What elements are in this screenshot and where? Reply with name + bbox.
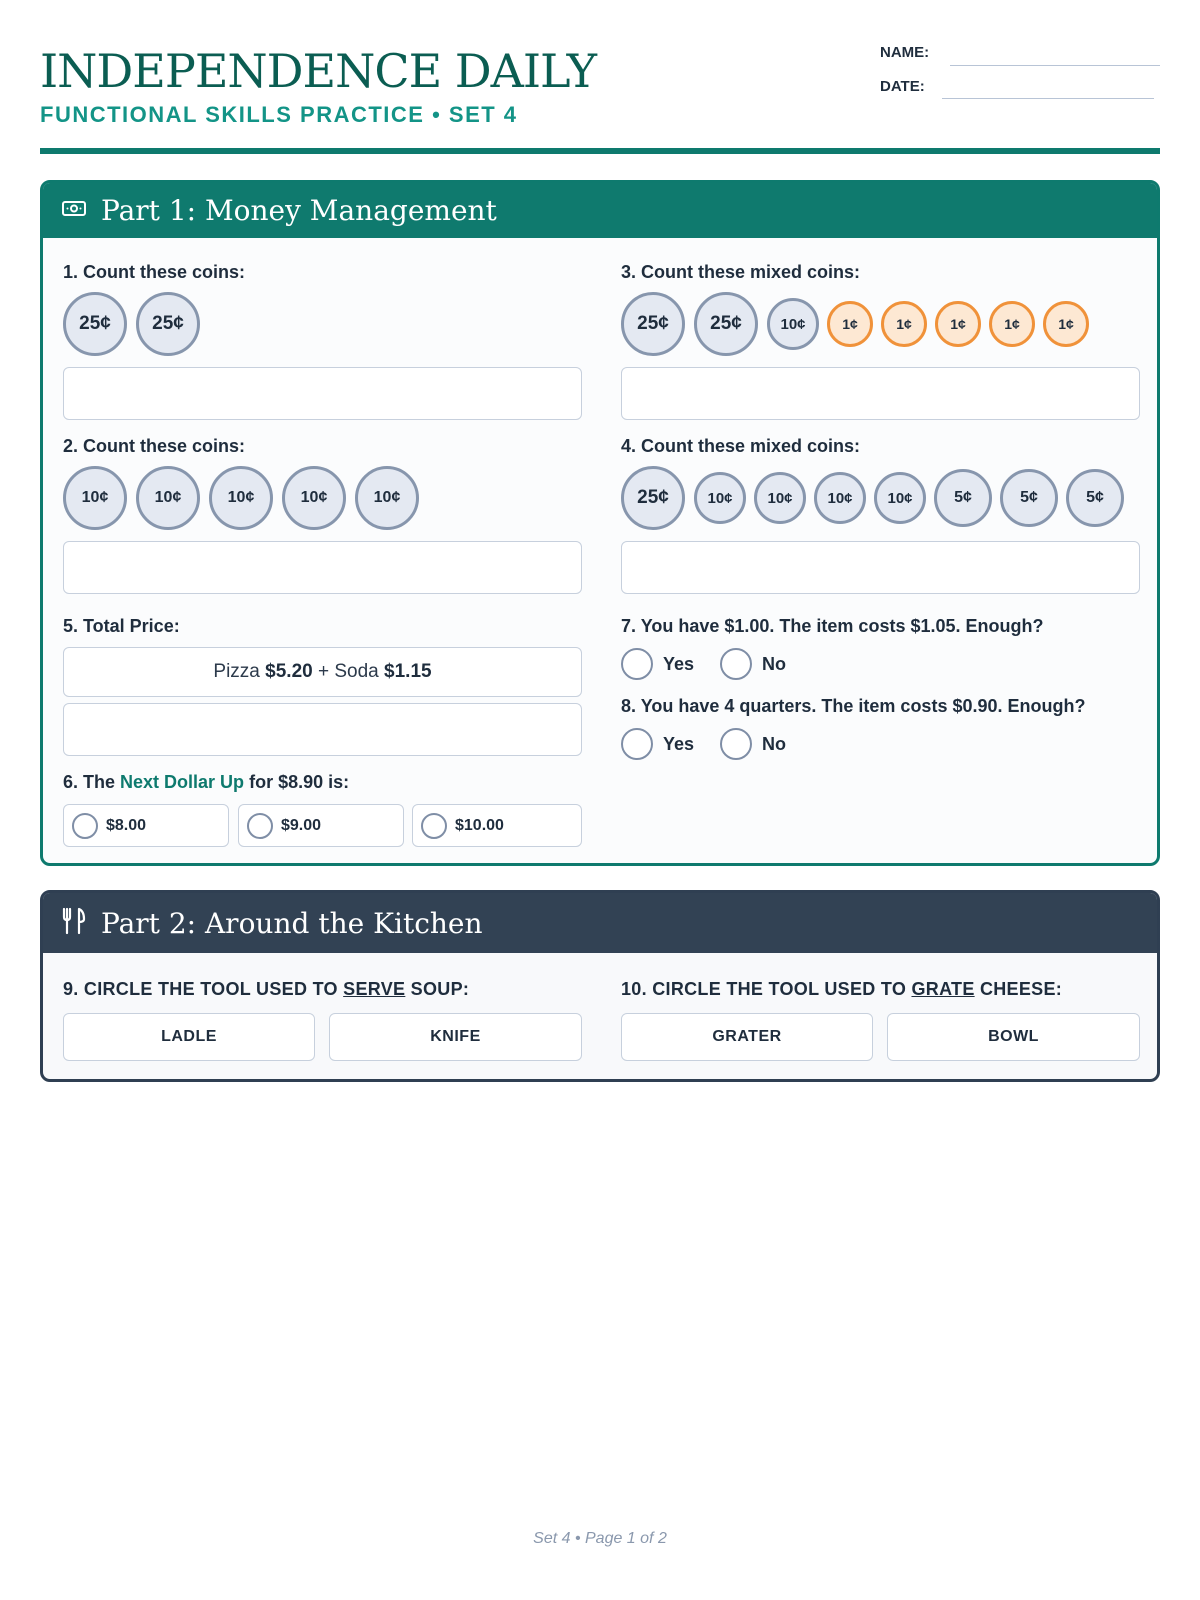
date-label: DATE: <box>880 78 925 95</box>
dime-coin: 10¢ <box>874 472 926 524</box>
no-label: No <box>762 733 787 754</box>
worksheet-title: INDEPENDENCE DAILY <box>40 44 597 98</box>
q2-coins <box>63 466 428 530</box>
radio-button[interactable] <box>421 813 447 839</box>
item2-price: $1.15 <box>384 661 432 682</box>
quarter-coin: 25¢ <box>63 292 127 356</box>
dime-coin: 10¢ <box>694 472 746 524</box>
q4-coins <box>621 466 1132 530</box>
q6-label-post: for $8.90 is: <box>249 772 350 792</box>
q7-options <box>621 648 812 680</box>
penny-coin: 1¢ <box>827 301 873 347</box>
name-label: NAME: <box>880 44 930 61</box>
q7-label: 7. You have $1.00. The item costs $1.05. Enough? <box>621 616 1044 636</box>
quarter-coin: 25¢ <box>621 466 685 530</box>
penny-coin: 1¢ <box>881 301 927 347</box>
page-footer: Set 4 • Page 1 of 2 <box>533 1530 667 1547</box>
dime-coin: 10¢ <box>136 466 200 530</box>
q10-keyword: GRATE <box>911 979 975 999</box>
penny-coin: 1¢ <box>1043 301 1089 347</box>
quarter-coin: 25¢ <box>136 292 200 356</box>
item2-name: Soda <box>334 661 379 682</box>
dime-coin: 10¢ <box>209 466 273 530</box>
nickel-coin: 5¢ <box>1066 469 1124 527</box>
q6-label-highlight: Next Dollar Up <box>120 772 245 792</box>
date-field[interactable] <box>942 98 1154 99</box>
q6-option-3[interactable] <box>412 804 582 847</box>
q6-label <box>63 772 349 793</box>
q2-label: 2. Count these coins: <box>63 436 246 456</box>
q1-answer-field[interactable] <box>63 367 582 420</box>
q10-label-post: CHEESE: <box>979 979 1063 999</box>
q7-yes-option[interactable] <box>621 648 694 680</box>
dime-coin: 10¢ <box>63 466 127 530</box>
radio-button[interactable] <box>621 648 653 680</box>
money-icon <box>61 198 87 223</box>
q3-label: 3. Count these mixed coins: <box>621 262 861 282</box>
radio-button[interactable] <box>720 728 752 760</box>
worksheet-header <box>40 40 1160 154</box>
q5-label: 5. Total Price: <box>63 616 180 636</box>
part1-section <box>40 180 1160 866</box>
utensils-icon <box>61 907 87 940</box>
yes-label: Yes <box>663 653 695 674</box>
part1-title: Part 1: Money Management <box>101 194 497 227</box>
dime-coin: 10¢ <box>282 466 346 530</box>
penny-coin: 1¢ <box>989 301 1035 347</box>
part2-header <box>43 893 1157 953</box>
part2-section <box>40 890 1160 1082</box>
q8-yes-option[interactable] <box>621 728 694 760</box>
radio-button[interactable] <box>621 728 653 760</box>
dime-coin: 10¢ <box>814 472 866 524</box>
radio-button[interactable] <box>72 813 98 839</box>
option-label: $9.00 <box>281 816 322 834</box>
q4-answer-field[interactable] <box>621 541 1140 594</box>
q2-answer-field[interactable] <box>63 541 582 594</box>
plus-sign: + <box>317 661 330 682</box>
q1-coins <box>63 292 209 356</box>
part1-header <box>43 183 1157 238</box>
q8-no-option[interactable] <box>720 728 786 760</box>
nickel-coin: 5¢ <box>1000 469 1058 527</box>
q1-label: 1. Count these coins: <box>63 262 246 282</box>
q4-label: 4. Count these mixed coins: <box>621 436 861 456</box>
dime-coin: 10¢ <box>355 466 419 530</box>
tool-option-grater[interactable]: GRATER <box>621 1013 873 1061</box>
worksheet-subtitle: FUNCTIONAL SKILLS PRACTICE • SET 4 <box>40 102 518 127</box>
q8-options <box>621 728 812 760</box>
nickel-coin: 5¢ <box>934 469 992 527</box>
dime-coin: 10¢ <box>754 472 806 524</box>
q6-option-2[interactable] <box>238 804 404 847</box>
item1-name: Pizza <box>213 661 260 682</box>
q10-label <box>621 979 1062 1000</box>
radio-button[interactable] <box>247 813 273 839</box>
tool-option-knife[interactable]: KNIFE <box>329 1013 582 1061</box>
q10-label-pre: 10. CIRCLE THE TOOL USED TO <box>621 979 907 999</box>
dime-coin: 10¢ <box>767 298 819 350</box>
q9-label <box>63 979 469 1000</box>
option-label: $10.00 <box>455 816 504 834</box>
part2-title: Part 2: Around the Kitchen <box>101 906 483 940</box>
tool-option-ladle[interactable]: LADLE <box>63 1013 315 1061</box>
yes-label: Yes <box>663 733 695 754</box>
q6-label-pre: 6. The <box>63 772 116 792</box>
q9-label-pre: 9. CIRCLE THE TOOL USED TO <box>63 979 338 999</box>
name-field[interactable] <box>950 65 1160 66</box>
quarter-coin: 25¢ <box>694 292 758 356</box>
q5-price-display <box>63 647 582 697</box>
penny-coin: 1¢ <box>935 301 981 347</box>
q7-no-option[interactable] <box>720 648 786 680</box>
tool-option-bowl[interactable]: BOWL <box>887 1013 1140 1061</box>
no-label: No <box>762 653 787 674</box>
q9-keyword: SERVE <box>343 979 406 999</box>
quarter-coin: 25¢ <box>621 292 685 356</box>
q3-coins <box>621 292 1097 356</box>
q5-answer-field[interactable] <box>63 703 582 756</box>
radio-button[interactable] <box>720 648 752 680</box>
option-label: $8.00 <box>106 816 147 834</box>
q3-answer-field[interactable] <box>621 367 1140 420</box>
q8-label: 8. You have 4 quarters. The item costs $0.90. Enough? <box>621 696 1086 716</box>
item1-price: $5.20 <box>265 661 313 682</box>
q9-label-post: SOUP: <box>410 979 470 999</box>
q6-option-1[interactable] <box>63 804 229 847</box>
